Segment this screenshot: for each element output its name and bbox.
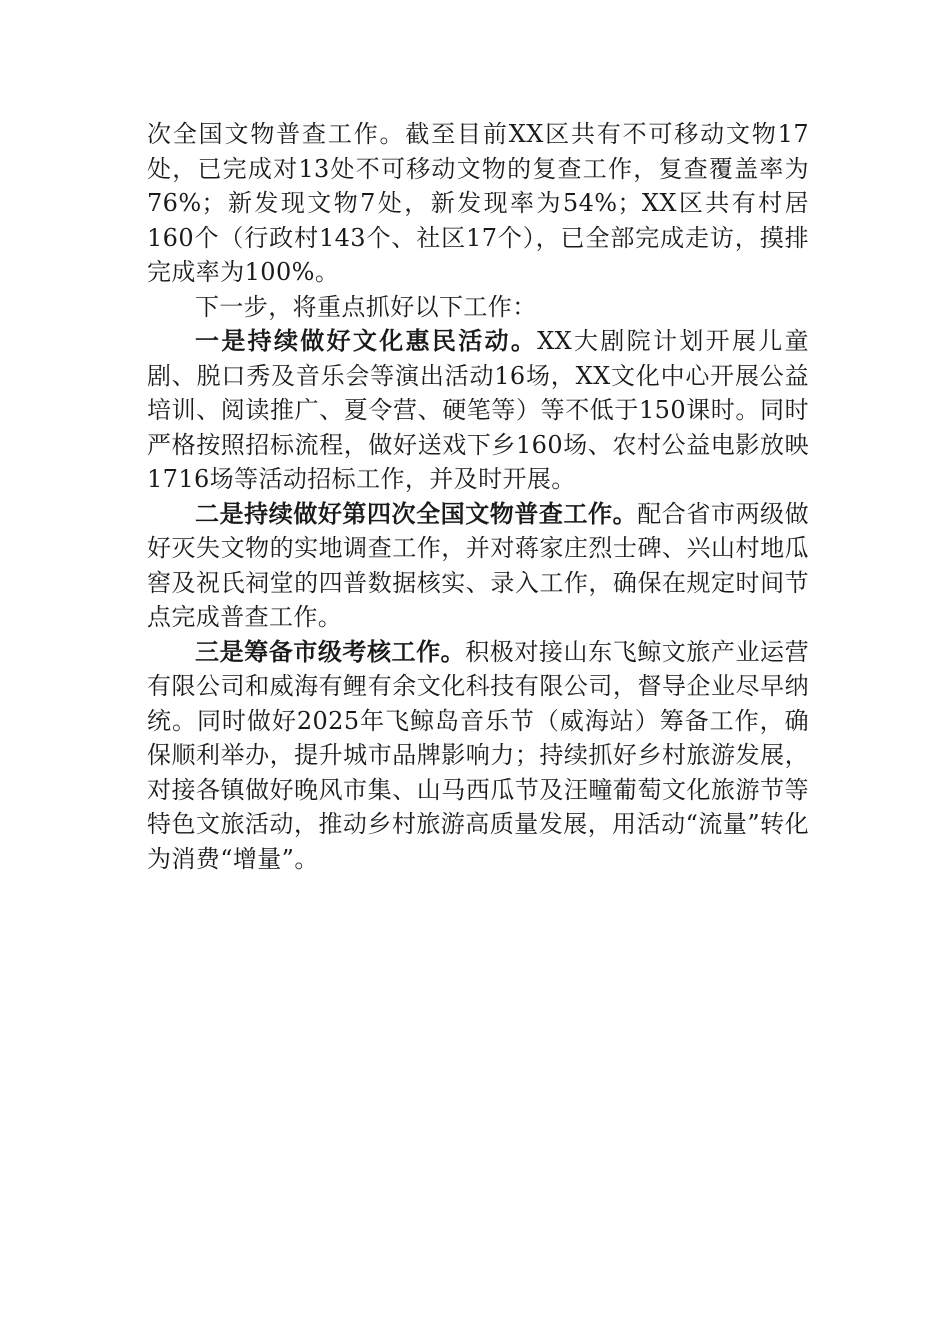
paragraph-text: 积极对接山东飞鲸文旅产业运营有限公司和威海有鲤有余文化科技有限公司，督导企业尽早纳统。同时做好2025年飞鲸岛音乐节（威海站）筹备工作，确保顺利举办，提升城市品牌影响力；持续抓好乡村旅游发展，对接各镇做好晚风市集、山马西瓜节及汪疃葡萄文化旅游节等特色文旅活动，推动乡村旅游高质量发展，用活动“流量”转化为消费“增量”。 <box>147 637 809 873</box>
paragraph-text: 配合省市两级做好灭失文物的实地调查工作，并对蒋家庄烈士碑、兴山村地瓜窖及祝氏祠堂的四普数据核实、录入工作，确保在规定时间节点完成普查工作。 <box>147 499 809 631</box>
paragraph-lead: 三是筹备市级考核工作。 <box>195 636 466 666</box>
paragraph-item-two <box>147 497 809 635</box>
paragraph-text: 下一步，将重点抓好以下工作： <box>195 292 537 321</box>
document-body <box>147 117 809 876</box>
paragraph-next-steps <box>147 290 809 325</box>
paragraph-lead: 二是持续做好第四次全国文物普查工作。 <box>195 498 638 528</box>
paragraph-item-one <box>147 324 809 497</box>
paragraph-text: 次全国文物普查工作。截至目前XX区共有不可移动文物17处，已完成对13处不可移动文物的复查工作，复查覆盖率为76%；新发现文物7处，新发现率为54%；XX区共有村居160个（行政村143个、社区17个），已全部完成走访，摸排完成率为100%。 <box>147 120 809 286</box>
paragraph-lead: 一是持续做好文化惠民活动。 <box>195 326 538 355</box>
paragraph-item-three <box>147 635 809 877</box>
paragraph-census-summary <box>147 117 809 290</box>
paragraph-text: XX大剧院计划开展儿童剧、脱口秀及音乐会等演出活动16场，XX文化中心开展公益培训、阅读推广、夏令营、硬笔等）等不低于150课时。同时严格按照招标流程，做好送戏下乡160场、农村公益电影放映1716场等活动招标工作，并及时开展。 <box>147 327 809 493</box>
